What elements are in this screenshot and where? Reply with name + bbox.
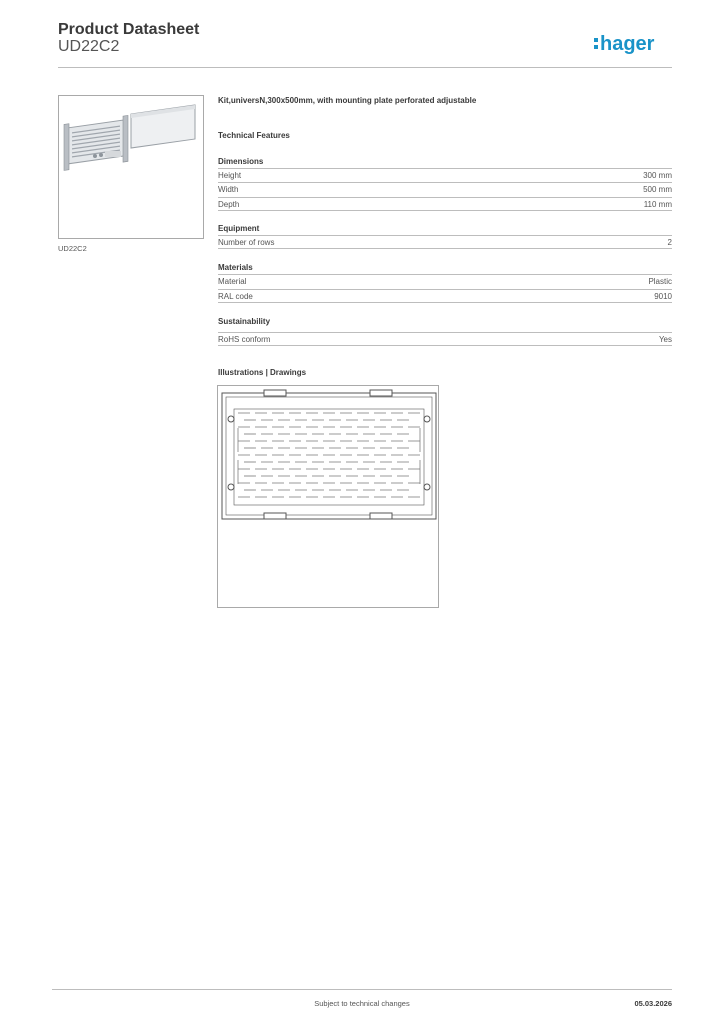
technical-drawing xyxy=(217,385,439,608)
svg-text:hager: hager xyxy=(600,33,655,55)
hager-logo xyxy=(593,28,675,58)
spec-row-width xyxy=(218,182,672,196)
spec-value: 500 mm xyxy=(643,185,672,194)
spec-value: 2 xyxy=(667,238,672,247)
group-title-materials: Materials xyxy=(218,263,253,272)
spec-row-number-of-rows xyxy=(218,235,672,249)
product-reference: UD22C2 xyxy=(58,38,120,55)
spec-label: Width xyxy=(218,185,239,194)
spec-label: RoHS conform xyxy=(218,335,271,344)
spec-value: Plastic xyxy=(648,277,672,286)
spec-label: Depth xyxy=(218,200,240,209)
group-title-equipment: Equipment xyxy=(218,224,260,233)
thumbnail-caption: UD22C2 xyxy=(58,244,87,253)
footer-note: Subject to technical changes xyxy=(314,999,410,1008)
header-divider xyxy=(58,67,672,68)
spec-value: Yes xyxy=(658,335,672,344)
technical-drawing-icon xyxy=(218,386,440,609)
spec-row-rohs xyxy=(218,332,672,346)
spec-label: Height xyxy=(218,171,242,180)
footer-divider xyxy=(52,989,672,990)
spec-row-material xyxy=(218,274,672,288)
spec-label: RAL code xyxy=(218,292,253,301)
product-description: Kit,universN,300x500mm, with mounting plate perforated adjustable xyxy=(218,96,477,105)
group-title-dimensions: Dimensions xyxy=(218,157,264,166)
technical-features-heading: Technical Features xyxy=(218,131,290,140)
spec-label: Material xyxy=(218,277,247,286)
spec-row-height xyxy=(218,168,672,182)
group-title-sustainability: Sustainability xyxy=(218,317,271,326)
footer-date: 05.03.2026 xyxy=(634,999,672,1008)
spec-label: Number of rows xyxy=(218,238,275,247)
spec-row-depth xyxy=(218,197,672,211)
page-title: Product Datasheet xyxy=(58,21,200,38)
product-photo-icon xyxy=(59,96,205,240)
illustrations-heading: Illustrations | Drawings xyxy=(218,368,307,377)
spec-value: 110 mm xyxy=(643,200,672,209)
spec-row-ral-code xyxy=(218,289,672,303)
product-image xyxy=(58,95,204,239)
spec-value: 300 mm xyxy=(643,171,672,180)
spec-value: 9010 xyxy=(654,292,672,301)
